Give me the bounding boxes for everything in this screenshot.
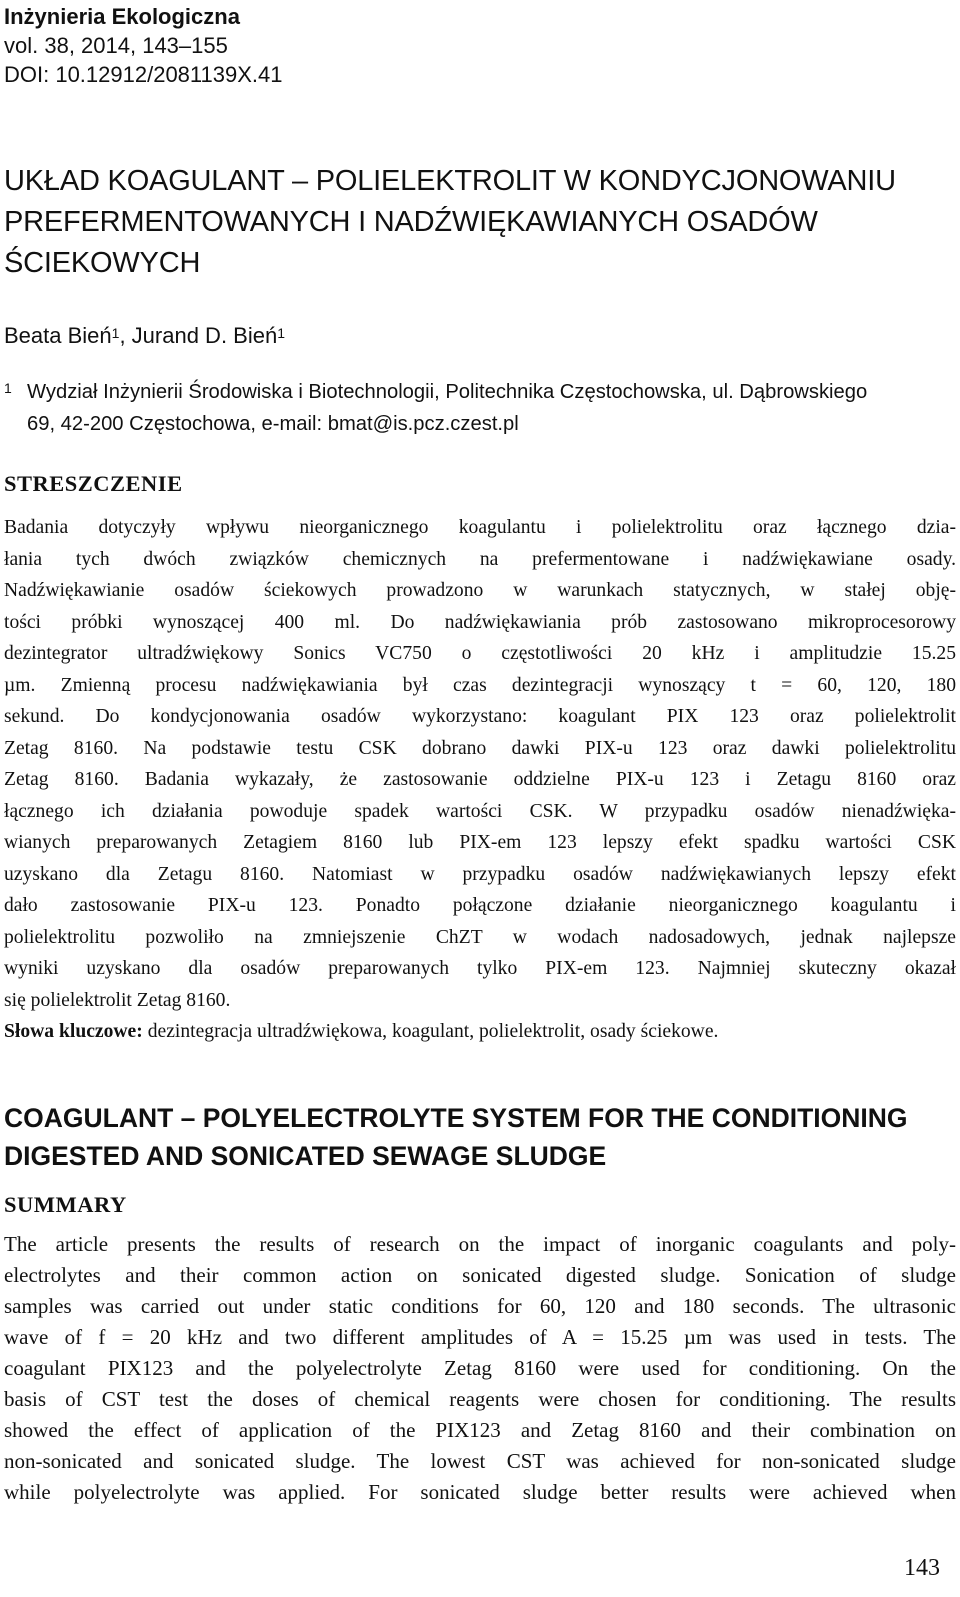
author-name: Jurand D. Bień (131, 323, 278, 348)
title-english-line: DIGESTED AND SONICATED SEWAGE SLUDGE (4, 1141, 607, 1171)
abstract-line: się polielektrolit Zetag 8160. (4, 989, 231, 1011)
affiliation-mark: 1 (111, 325, 120, 341)
abstract-line: wyniki uzyskano dla osadów preparowanych tylko PIX-em 123. Najmniej skuteczny okazał (4, 958, 956, 979)
summary-line: non-sonicated and sonicated sludge. The lowest CST was achieved for non-sonicated sludge (4, 1449, 956, 1473)
title-english-line: COAGULANT – POLYELECTROLYTE SYSTEM FOR THE CONDITIONING (4, 1103, 908, 1133)
abstract-line: dezintegrator ultradźwiękowy Sonics VC750 o częstotliwości 20 kHz i amplitudzie 15.25 (4, 643, 956, 664)
summary-line: samples was carried out under static conditions for 60, 120 and 180 seconds. The ultrasonic (4, 1294, 956, 1318)
journal-doi: DOI: 10.12912/2081139X.41 (4, 62, 283, 87)
abstract-line: Zetag 8160. Na podstawie testu CSK dobrano dawki PIX-u 123 oraz dawki polielektrolitu (4, 737, 956, 759)
summary-line: coagulant PIX123 and the polyelectrolyte Zetag 8160 were used for conditioning. On the (4, 1356, 956, 1380)
abstract-line: łania tych dwóch związków chemicznych na prefermentowane i nadźwiękawiane osady. (4, 548, 956, 570)
abstract-line: µm. Zmienną procesu nadźwiękawiania był czas dezintegracji wynoszący t = 60, 120, 180 (4, 674, 956, 696)
paper-page (4, 0, 956, 1508)
affiliation-line: 69, 42-200 Częstochowa, e-mail: bmat@is.pcz.czest.pl (27, 413, 519, 435)
affiliation-number: 1 (4, 380, 12, 396)
abstract-line: Nadźwiękawianie osadów ściekowych prowadzono w warunkach statycznych, w stałej obję- (4, 580, 956, 601)
title-english (4, 1099, 956, 1175)
summary-line: basis of CST test the doses of chemical reagents were chosen for conditioning. The results (4, 1387, 956, 1411)
keywords (4, 1016, 956, 1047)
summary-line: while polyelectrolyte was applied. For sonicated sludge better results were achieved when (4, 1480, 956, 1504)
abstract-line: tości próbki wynoszącej 400 ml. Do nadźwiękawiania prób zastosowano mikroprocesorowy (4, 611, 956, 633)
summary-english (4, 1229, 956, 1508)
journal-volume: vol. 38, 2014, 143–155 (4, 33, 228, 58)
journal-name: Inżynieria Ekologiczna (4, 4, 240, 29)
abstract-line: dało zastosowanie PIX-u 123. Ponadto połączone działanie nieorganicznego koagulantu i (4, 895, 956, 916)
author-separator: , (119, 323, 132, 348)
summary-line: The article presents the results of research on the impact of inorganic coagulants and poly- (4, 1232, 956, 1256)
abstract-line: łącznego ich działania powoduje spadek wartości CSK. W przypadku osadów nienadźwięka- (4, 800, 956, 822)
title-polish-line: PREFERMENTOWANYCH I NADŹWIĘKAWIANYCH OSADÓW (4, 206, 818, 238)
author-name: Beata Bień (4, 323, 112, 348)
abstract-heading: STRESZCZENIE (4, 471, 183, 496)
journal-header (4, 2, 956, 89)
keywords-text: dezintegracja ultradźwiękowa, koagulant, polielektrolit, osady ściekowe. (142, 1021, 719, 1042)
authors (4, 322, 956, 350)
abstract-line: uzyskano dla Zetagu 8160. Natomiast w przypadku osadów nadźwiękawianych lepszy efekt (4, 863, 956, 885)
affiliation (4, 376, 956, 440)
summary-heading: SUMMARY (4, 1192, 127, 1217)
abstract-line: wianych preparowanych Zetagiem 8160 lub PIX-em 123 lepszy efekt spadku wartości CSK (4, 832, 956, 853)
abstract-line: polielektrolitu pozwoliło na zmniejszenie ChZT w wodach nadosadowych, jednak najlepsze (4, 926, 956, 948)
page-number: 143 (904, 1555, 940, 1581)
title-polish-line: UKŁAD KOAGULANT – POLIELEKTROLIT W KONDYCJONOWANIU (4, 165, 896, 197)
affiliation-line: Wydział Inżynierii Środowiska i Biotechnologii, Politechnika Częstochowska, ul. Dąbrowskiego (27, 381, 868, 403)
affiliation-mark: 1 (277, 325, 285, 341)
title-polish (4, 161, 956, 284)
title-polish-line: ŚCIEKOWYCH (4, 247, 201, 279)
abstract-polish (4, 512, 956, 1016)
keywords-label: Słowa kluczowe: (4, 1021, 143, 1042)
abstract-line: sekund. Do kondycjonowania osadów wykorzystano: koagulant PIX 123 oraz polielektrolit (4, 706, 956, 727)
abstract-line: Zetag 8160. Badania wykazały, że zastosowanie oddzielne PIX-u 123 i Zetagu 8160 oraz (4, 769, 956, 790)
abstract-line: Badania dotyczyły wpływu nieorganicznego koagulantu i polielektrolitu oraz łącznego dzia- (4, 517, 956, 538)
summary-line: wave of f = 20 kHz and two different amplitudes of A = 15.25 µm was used in tests. The (4, 1325, 956, 1349)
summary-line: electrolytes and their common action on sonicated digested sludge. Sonication of sludge (4, 1263, 956, 1287)
summary-line: showed the effect of application of the PIX123 and Zetag 8160 and their combination on (4, 1418, 956, 1442)
